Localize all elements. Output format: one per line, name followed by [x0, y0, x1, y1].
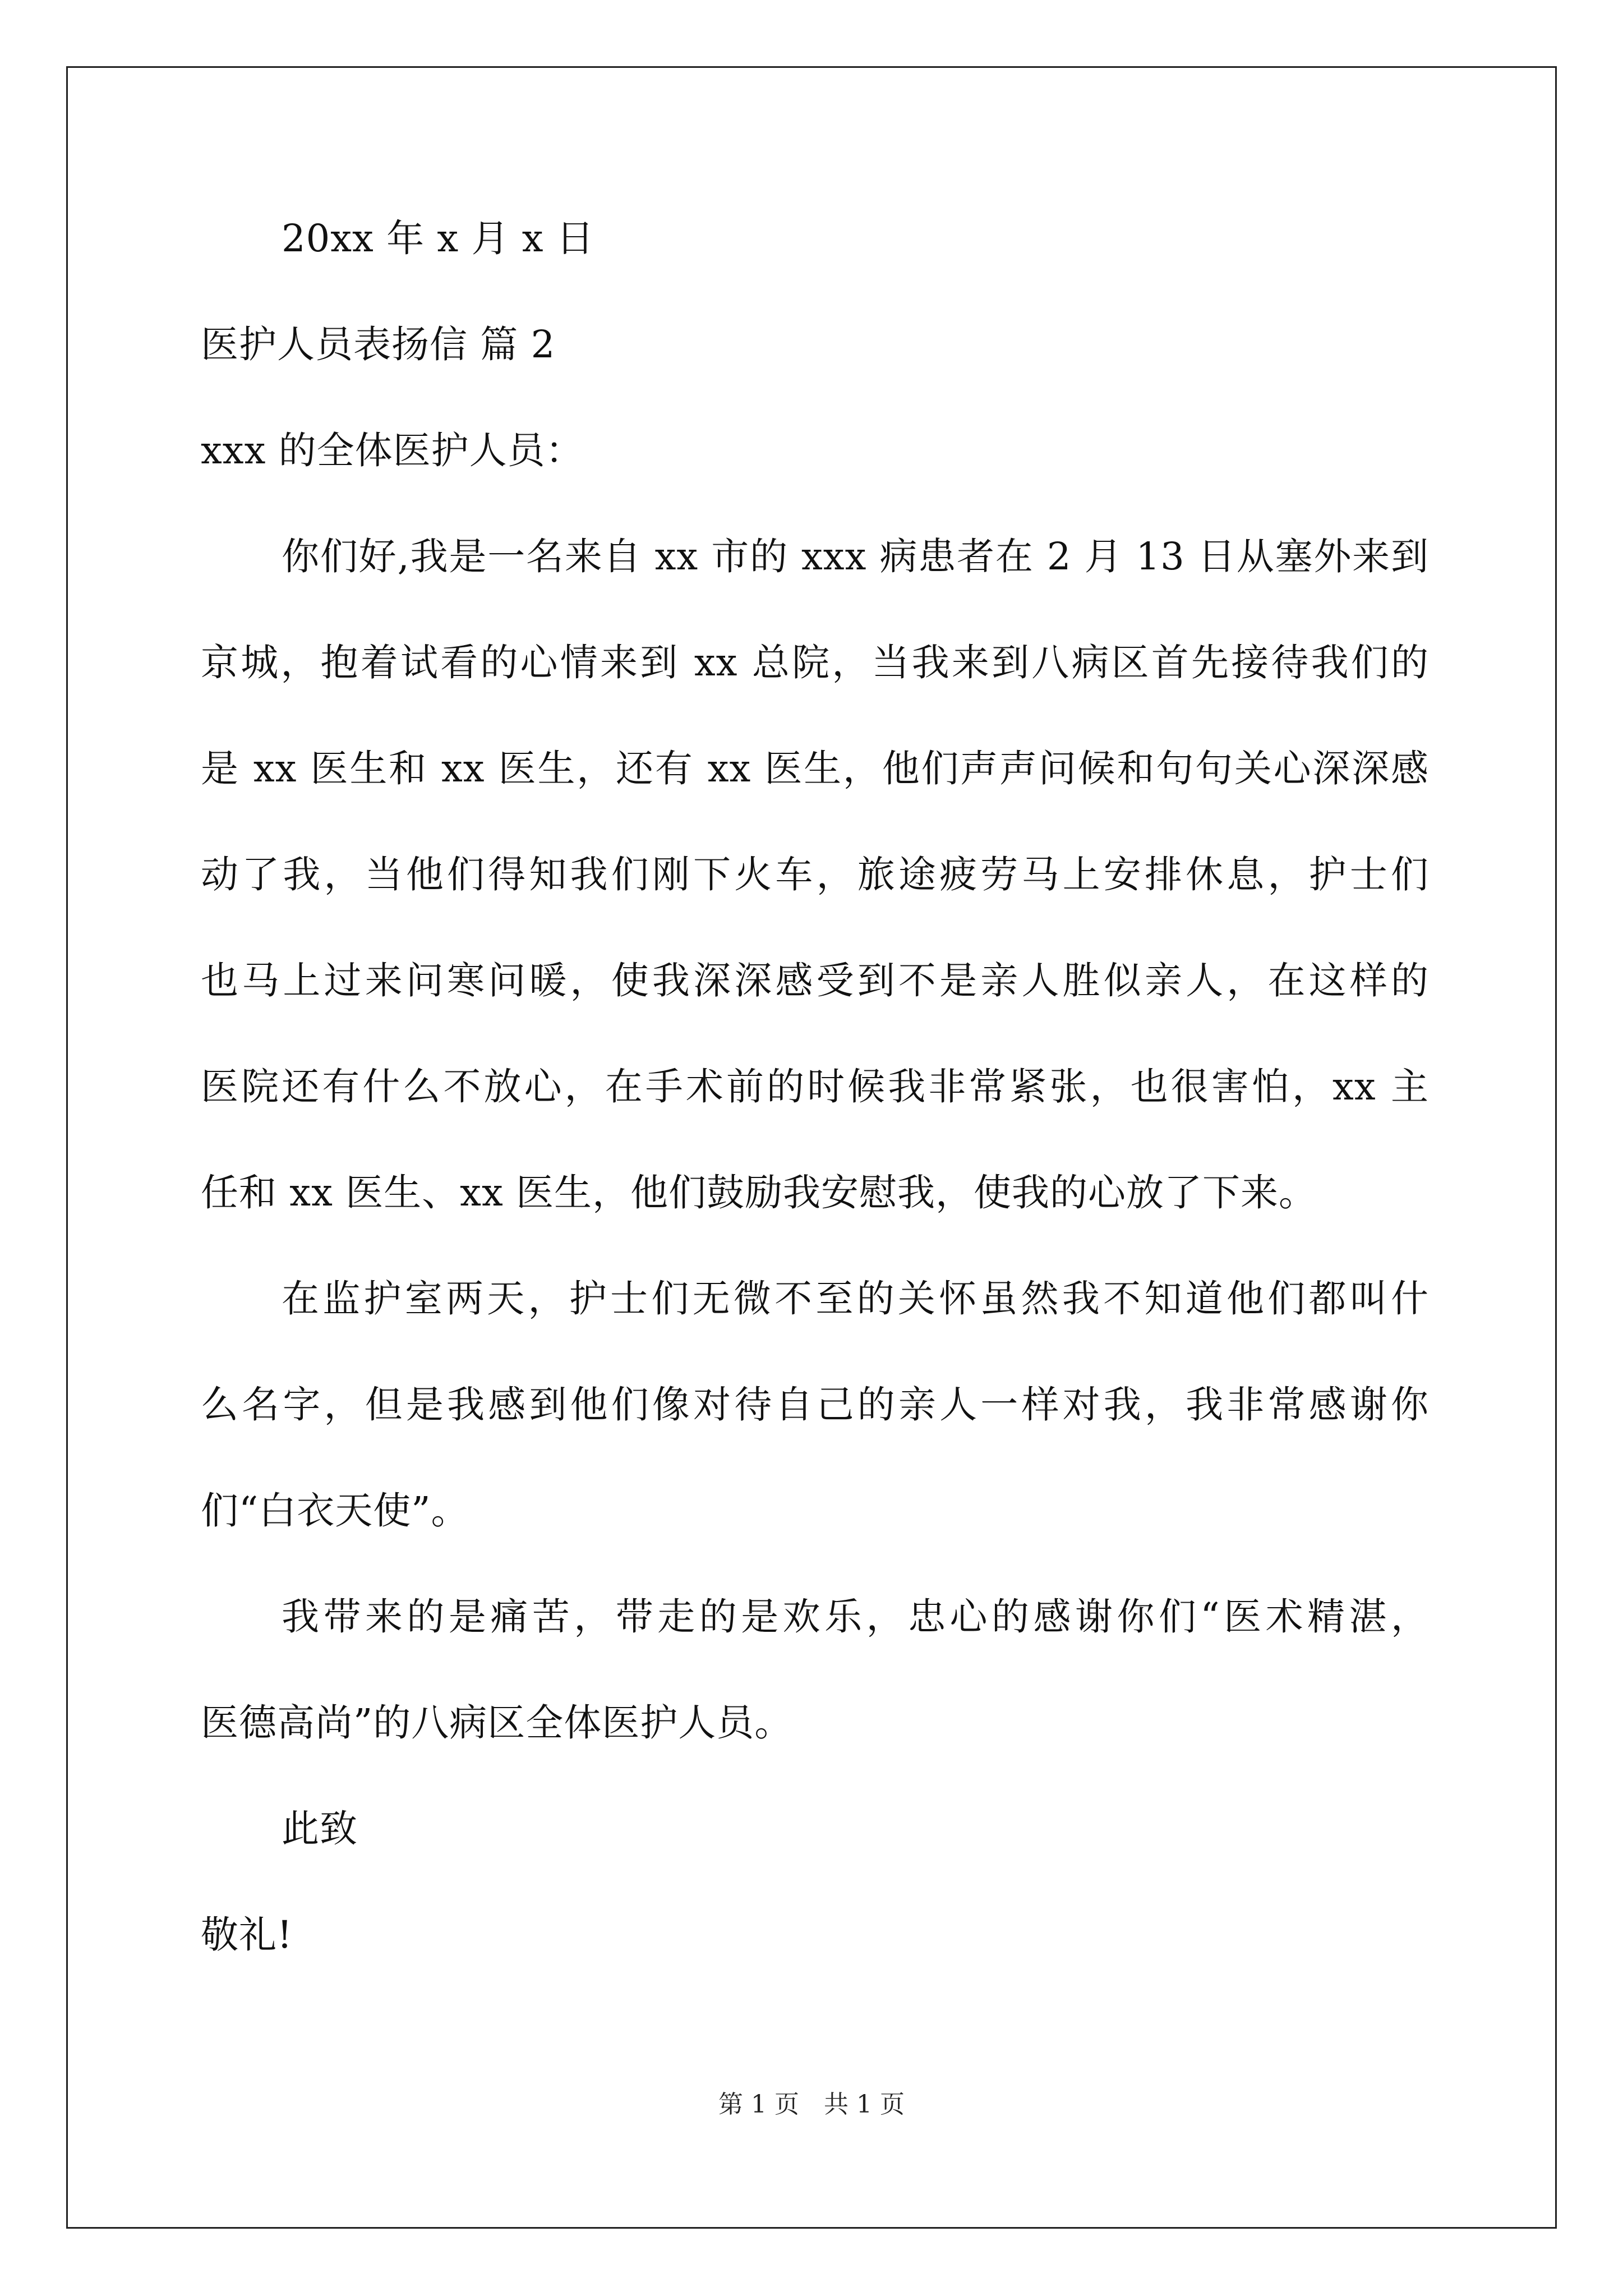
paragraph-1-line: 动了我，当他们得知我们刚下火车，旅途疲劳马上安排休息，护士们 [201, 853, 1429, 896]
paragraph-1-line: 医院还有什么不放心，在手术前的时候我非常紧张，也很害怕，xx 主 [201, 1065, 1429, 1108]
paragraph-1-line: 也马上过来问寒问暖，使我深深感受到不是亲人胜似亲人，在这样的 [201, 959, 1429, 1002]
page-frame [66, 66, 1557, 2229]
paragraph-2-line: 在监护室两天，护士们无微不至的关怀虽然我不知道他们都叫什 [282, 1277, 1429, 1320]
section-title: 医护人员表扬信 篇 2 [201, 323, 556, 366]
paragraph-1-line: 任和 xx 医生、xx 医生，他们鼓励我安慰我，使我的心放了下来。 [201, 1171, 1317, 1214]
paragraph-3-line: 我带来的是痛苦，带走的是欢乐，忠心的感谢你们“医术精湛， [282, 1595, 1429, 1639]
paragraph-1-line: 你们好,我是一名来自 xx 市的 xxx 病患者在 2 月 13 日从塞外来到 [282, 535, 1429, 578]
paragraph-2-line: 么名字，但是我感到他们像对待自己的亲人一样对我，我非常感谢你 [201, 1383, 1429, 1427]
closing-line: 此致 [282, 1807, 358, 1851]
regards-line: 敬礼! [201, 1913, 293, 1957]
date-line: 20xx 年 x 月 x 日 [282, 217, 594, 260]
paragraph-1-line: 京城，抱着试看的心情来到 xx 总院，当我来到八病区首先接待我们的 [201, 641, 1429, 684]
salutation: xxx 的全体医护人员： [201, 429, 584, 472]
paragraph-1-line: 是 xx 医生和 xx 医生，还有 xx 医生，他们声声问候和句句关心深深感 [201, 747, 1429, 790]
paragraph-3-line: 医德高尚”的八病区全体医护人员。 [201, 1701, 793, 1745]
page-footer: 第 1 页 共 1 页 [718, 2090, 905, 2119]
paragraph-2-line: 们“白衣天使”。 [201, 1489, 469, 1533]
